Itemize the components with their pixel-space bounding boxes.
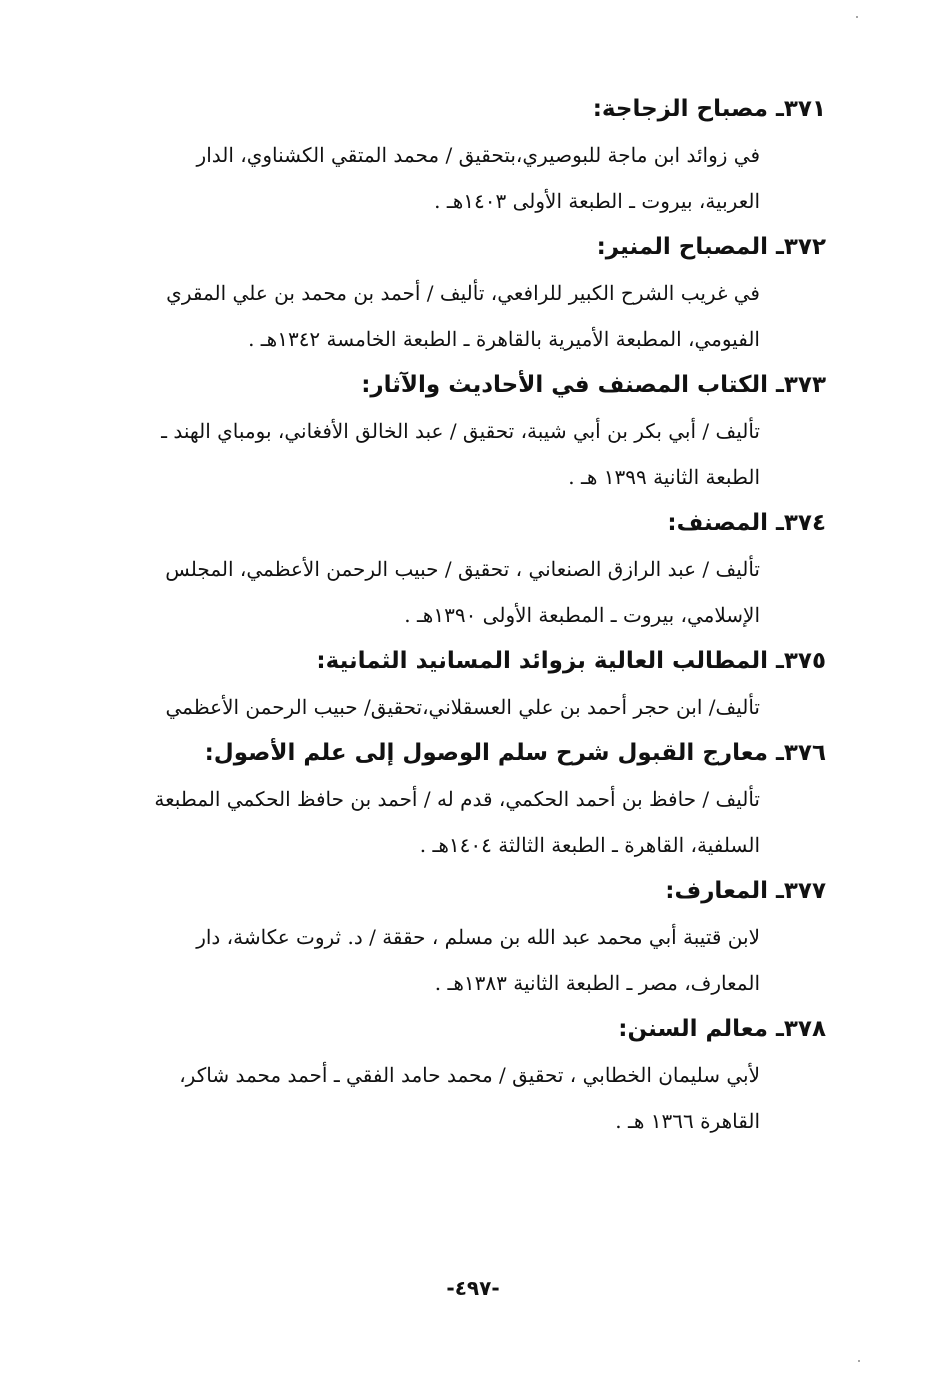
entry-line: الإسلامي، بيروت ـ المطبعة الأولى ١٣٩٠هـ . [404, 603, 760, 627]
entry-line: في زوائد ابن ماجة للبوصيري،بتحقيق / محمد المتقي الكشناوي، الدار [196, 143, 760, 167]
bibliography-entry [110, 730, 826, 868]
scan-speck [858, 1360, 860, 1362]
bibliography-entry [110, 224, 826, 362]
entry-line: لابن قتيبة أبي محمد عبد الله بن مسلم ، حققة / د. ثروت عكاشة، دار [196, 925, 760, 949]
entry-body [110, 408, 826, 500]
entry-line: الطبعة الثانية ١٣٩٩ هـ . [568, 465, 760, 489]
entry-heading: ٣٧٧ـ المعارف: [665, 878, 826, 904]
bibliography-list [110, 86, 826, 1144]
entry-heading: ٣٧٨ـ معالم السنن: [618, 1016, 826, 1042]
entry-heading: ٣٧٢ـ المصباح المنير: [596, 234, 826, 260]
entry-line: تأليف / أبي بكر بن أبي شيبة، تحقيق / عبد الخالق الأفغاني، بومباي الهند ـ [161, 419, 760, 443]
bibliography-entry [110, 868, 826, 1006]
entry-line: العربية، بيروت ـ الطبعة الأولى ١٤٠٣هـ . [434, 189, 760, 213]
entry-line: الفيومي، المطبعة الأميرية بالقاهرة ـ الطبعة الخامسة ١٣٤٢هـ . [248, 327, 760, 351]
bibliography-entry [110, 500, 826, 638]
entry-heading: ٣٧٥ـ المطالب العالية بزوائد المسانيد الثمانية: [316, 648, 826, 674]
entry-body [110, 914, 826, 1006]
entry-line: في غريب الشرح الكبير للرافعي، تأليف / أحمد بن محمد بن علي المقري [166, 281, 760, 305]
entry-body [110, 776, 826, 868]
entry-line: لأبي سليمان الخطابي ، تحقيق / محمد حامد الفقي ـ أحمد محمد شاكر، [179, 1063, 760, 1087]
page-number: -٤٩٧- [446, 1276, 500, 1300]
entry-body [110, 1052, 826, 1144]
bibliography-entry [110, 1006, 826, 1144]
entry-line: المعارف، مصر ـ الطبعة الثانية ١٣٨٣هـ . [434, 971, 760, 995]
entry-line: السلفية، القاهرة ـ الطبعة الثالثة ١٤٠٤هـ . [419, 833, 760, 857]
scan-speck [856, 16, 858, 18]
bibliography-entry [110, 86, 826, 224]
bibliography-entry [110, 638, 826, 730]
entry-body [110, 684, 826, 730]
entry-heading: ٣٧١ـ مصباح الزجاجة: [592, 96, 826, 122]
entry-line: القاهرة ١٣٦٦ هـ . [615, 1109, 760, 1133]
entry-body [110, 132, 826, 224]
entry-line: تأليف / حافظ بن أحمد الحكمي، قدم له / أحمد بن حافظ الحكمي المطبعة [154, 787, 760, 811]
entry-body [110, 270, 826, 362]
entry-heading: ٣٧٤ـ المصنف: [667, 510, 826, 536]
entry-body [110, 546, 826, 638]
entry-heading: ٣٧٦ـ معارج القبول شرح سلم الوصول إلى علم الأصول: [204, 740, 826, 766]
entry-line: تأليف/ ابن حجر أحمد بن علي العسقلاني،تحقيق/ حبيب الرحمن الأعظمي [165, 695, 760, 719]
entry-line: تأليف / عبد الرازق الصنعاني ، تحقيق / حبيب الرحمن الأعظمي، المجلس [165, 557, 760, 581]
entry-heading: ٣٧٣ـ الكتاب المصنف في الأحاديث والآثار: [361, 372, 826, 398]
bibliography-entry [110, 362, 826, 500]
